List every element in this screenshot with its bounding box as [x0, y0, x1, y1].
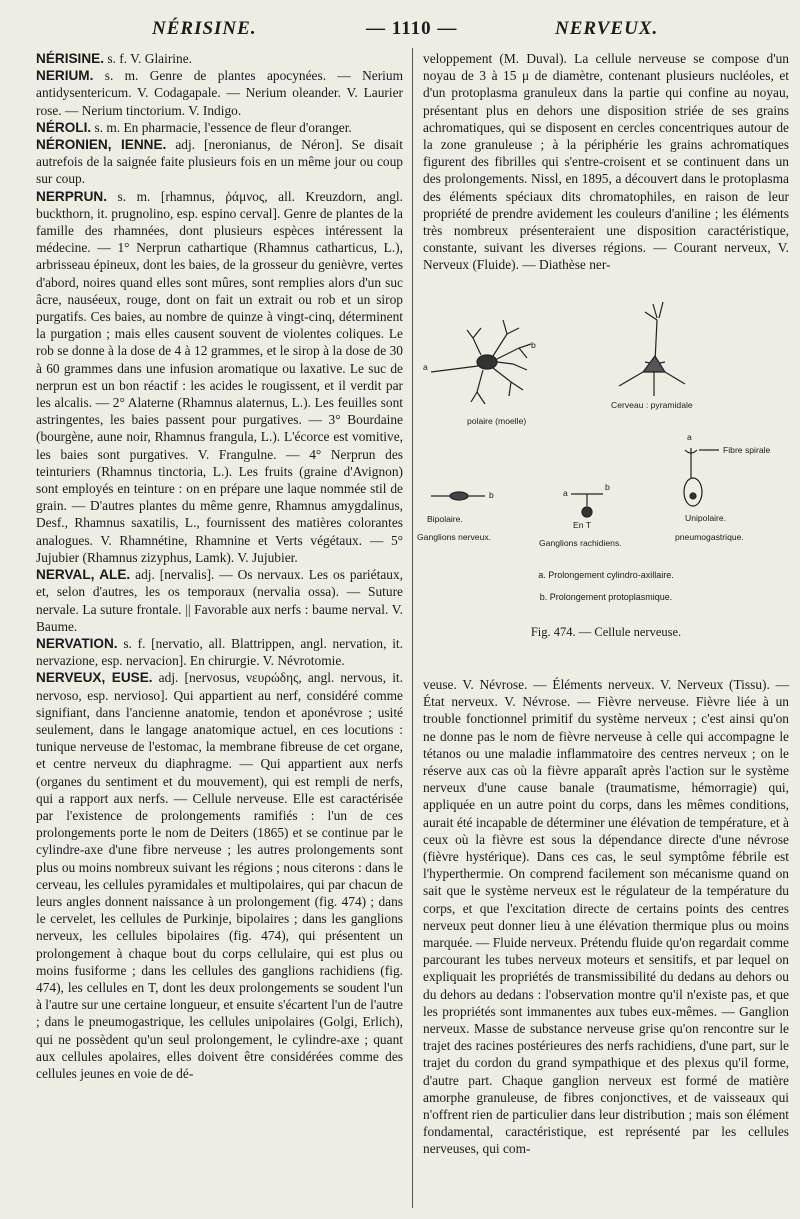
figure-caption: Fig. 474. — Cellule nerveuse. — [530, 625, 682, 639]
label-polaire: polaire (moelle) — [467, 416, 527, 426]
entry-neronien — [36, 136, 403, 188]
label-b: b — [531, 340, 536, 350]
headword: NÉRISINE. — [36, 51, 104, 66]
label-cerveau: Cerveau : pyramidale — [611, 400, 693, 410]
entry-body: adj. [nervosus, νευρώδης, angl. nervous, it. nervoso, esp. nervioso]. Qui appartient au nerf, considéré comme signifiant, dans l'ancienne anatomie, tendon et aponévrose ; usité seulement, dans le langage anatomique actuel, en ces locutions : tunique nerveuse de l'estomac, la membrane fibreuse de cet organe, et centre nerveux du diaphragme. — Qui appartient aux nerfs (organes du sentiment et du mouvement), qui est rempli de nerfs, qui a rapport aux nerfs. — Cellule nerveuse. Elle est caractérisée par l'existence de prolongements ramifiés : l'un de ces prolongements porte le nom de Deiters (1865) et se continue par le cylindre-axe d'une fibre nerveuse ; les autres prolongements sont plus ou moins nombreux suivant les régions ; nous citerons : dans le cerveau, les cellules pyramidales et multipolaires, qui par chacun de leurs angles donnent naissance à un prolongement (fig. 474) ; dans le cervelet, les cellules de Purkinje, bipolaires ; dans les ganglions nerveux, les cellules bipolaires (fig. 474), qui présentent un prolongement à chaque bout du corps cellulaire, qui est plus ou moins fusiforme ; dans les cellules des ganglions rachidiens (fig. 474), les cellules en T, dont les deux prolongements se soudent l'un à l'autre sur une certaine longueur, et ensuite s'écartent l'un de l'autre ; dans le pneumogastrique, les cellules unipolaires (Golgi, Erlich), qui ne possèdent qu'un seul prolongement, le cylindre-axe ; quant aux cellules apolaires, elles doivent être considérées comme des cellules jeunes en voie de dé- — [36, 670, 403, 1081]
multipolar-cell-drawing — [431, 320, 531, 404]
entry-neroli — [36, 119, 403, 136]
entry-body: s. m. [rhamnus, ῥάμνος, all. Kreuzdorn, angl. buckthorn, it. prugnolino, esp. espino cerval]. Genre de plantes de la famille des rhamnées, dont plusieurs espèces intéressent la médecine. — 1° Nerprun cathartique (Rhamnus catharticus, L.), arbrisseau épineux, dont les baies, de la grosseur du genièvre, vertes d'abord, noires quand elles sont mûres, sont remplies alors d'un suc âcre, nauséeux, rouge, dont on fait un extrait ou rob et un sirop purgatifs. Ces baies, au nombre de quinze à vingt-cinq, déterminent la purgation ; mais elles causent souvent de violentes coliques. Le rob se donne à la dose de 4 à 12 grammes, et le sirop à la dose de 30 à 60 grammes dans une infusion aromatique ou laxative. Le suc de nerprun est un bon réactif : les acides le rougissent, et il verdit par les alcalis. — 2° Alaterne (Rhamnus alaternus, L.). Les feuilles sont astringentes, les baies passent pour purgatives. — 3° Bourdaine (bourgène, aune noir, Rhamnus frangula, L.). L'écorce est vomitive, les baies sont purgatives. V. Frangulne. — 4° Nerprun des teinturiers (Rhamnus tinctoria, L.). Les fruits (graine d'Avignon) sont employés en teinture : on en prépare une laque nommée stil de grain. — D'autres plantes du même genre, Rhamnus amygdalinus, Desf., Rhamnus saxatilis, L., fournissent des matières colorantes analogues. V. Rhamnétine, Rhamnine et Verts végétaux. — 5° Jujubier (Rhamnus zizyphus, Lamk). V. Jujubier. — [36, 188, 403, 565]
legend-b: b. Prolongement protoplasmique. — [539, 592, 673, 602]
t-cell-drawing — [571, 494, 603, 517]
running-header — [0, 18, 800, 42]
entry-nerprun — [36, 188, 403, 566]
left-column — [36, 50, 403, 1082]
page-number: — 1110 — — [366, 18, 458, 39]
label-bipolaire: Bipolaire. — [427, 514, 463, 524]
headword: NERIUM. — [36, 68, 94, 84]
label-a-unipolaire: a — [687, 432, 692, 442]
headword: NERPRUN. — [36, 188, 107, 204]
entry-body: s. f. [nervatio, all. Blattrippen, angl. nervation, it. nervazione, esp. nervacion]. En chirurgie. V. Névrotomie. — [36, 635, 403, 669]
headword: NERVATION. — [36, 635, 118, 651]
entry-nerium — [36, 67, 403, 119]
headword: NÉRONIEN, IENNE. — [36, 137, 167, 153]
entry-nervation — [36, 635, 403, 669]
bipolar-cell-drawing — [431, 492, 485, 500]
figure-474 — [417, 300, 789, 645]
headword: NERVEUX, EUSE. — [36, 670, 153, 686]
entry-body: adj. [neronianus, de Néron]. Se disait autrefois de la saignée faite plusieurs fois en un même jour ou coup sur coup. — [36, 137, 403, 187]
label-ganglions-nerveux: Ganglions nerveux. — [417, 532, 492, 542]
label-b-bipolaire: b — [489, 490, 494, 500]
legend-a: a. Prolongement cylindro-axillaire. — [538, 570, 674, 580]
header-right-word: NERVEUX. — [555, 18, 659, 39]
entry-body: s. m. En pharmacie, l'essence de fleur d'oranger. — [91, 119, 352, 135]
entry-continuation: veuse. V. Névrose. — Éléments nerveux. V. Nerveux (Tissu). — État nerveux. V. Névrose. — Fièvre nerveuse. Fièvre liée à un trouble fonctionnel primitif du système nerveux ; c'est ainsi qu'on ne donne pas le nom de fièvre nerveuse à celle qui accompagne le tétanos ou une maladie inflammatoire des centres nerveux ; on le réserve aux cas où la fièvre apparaît après l'action sur le système nerveux d'une cause banale (traumatisme, hémorragie) qui, appliquée en un autre point du corps, dans les mêmes conditions, aurait été incapable de déterminer une élévation de température, et à ceux où la fièvre est sous la dépendance directe d'une névrose (fièvre hystérique). Dans ces cas, le seul symptôme fébrile est l'hyperthermie. On comprend facilement son mécanisme quand on sait que le système nerveux est le régulateur de la température du corps, et que l'excitation directe de certains points des centres nerveux peut donner lieu à une élévation thermique plus ou moins marquée. — Fluide nerveux. Prétendu fluide qu'on regardait comme parcourant les tubes nerveux moteurs et sensitifs, et par lequel on expliquait les propriétés de transmissibilité du dedans au dehors ou du dehors au dedans : l'observation montre qu'il n'existe pas, et que les propriétés sont immanentes aux tubes eux-mêmes. — Ganglion nerveux. Masse de substance nerveuse grise qu'on rencontre sur le trajet des racines postérieures des nerfs rachidiens, d'une part, sur le trajet du cordon du grand sympathique et des plexus qu'il forme, d'autre part. Chaque ganglion nerveux est formé de matière amorphe granuleuse, de fibres conjonctives, et de vaisseaux qui n'offrent rien de particulier dans leur distribution ; mais son élément fondamental, caractéristique, est représenté par les cellules nerveuses, qui com- — [423, 677, 789, 1157]
entry-body: adj. [nervalis]. — Os nervaux. Les os pariétaux, et, selon d'autres, les os temporaux (nervalia ossa). — Suture nervale. La suture frontale. || Favorable aux nerfs : baume nerval. V. Baume. — [36, 567, 403, 634]
label-pneumogastrique: pneumogastrique. — [675, 532, 744, 542]
label-a-t: a — [563, 488, 568, 498]
right-column-bottom — [423, 676, 789, 1158]
header-left-word: NÉRISINE. — [152, 18, 257, 39]
label-b-t: b — [605, 482, 610, 492]
unipolar-cell-drawing — [684, 448, 719, 506]
label-ganglions-rachidiens: Ganglions rachidiens. — [539, 538, 622, 548]
entry-nerveux — [36, 669, 403, 1082]
entry-nerisine — [36, 50, 403, 67]
headword: NERVAL, ALE. — [36, 567, 131, 583]
label-fibre: Fibre spirale — [723, 445, 771, 455]
pyramidal-cell-drawing — [619, 302, 685, 396]
label-en-t: En T — [573, 520, 591, 530]
column-divider — [412, 48, 413, 1208]
entry-body: s. m. Genre de plantes apocynées. — Nerium antidysentericum. V. Codagapale. — Nerium oleander. V. Laurier rose. — Nerium tinctorium. V. Indigo. — [36, 68, 403, 118]
right-column-top — [423, 50, 789, 274]
entry-nerval — [36, 566, 403, 635]
entry-body: s. f. V. Glairine. — [103, 51, 193, 66]
entry-continuation: veloppement (M. Duval). La cellule nerveuse se compose d'un noyau de 3 à 15 μ de diamètre, contenant plusieurs nucléoles, et d'un protoplasma granuleux dans la partie qui confine au noyau, présentant plus en dehors une disposition striée de ses grains achromatiques, qui se disposent en cercles concentriques autour de la zone granuleuse ; à la périphérie les grains achromatiques figurent des fibrilles qui s'entre-croisent et se continuent dans un des prolongements. Nissl, en 1895, a découvert dans le protoplasma des éléments spéciaux dits chromatophiles, en raison de leur propriété de prendre avidement les couleurs d'aniline ; les éléments très nombreux présenteraient une disposition caractéristique, constante, suivant les diverses régions. — Courant nerveux, V. Nerveux (Fluide). — Diathèse ner- — [423, 51, 789, 273]
label-unipolaire: Unipolaire. — [685, 513, 727, 523]
label-a: a — [423, 362, 428, 372]
headword: NÉROLI. — [36, 119, 92, 135]
